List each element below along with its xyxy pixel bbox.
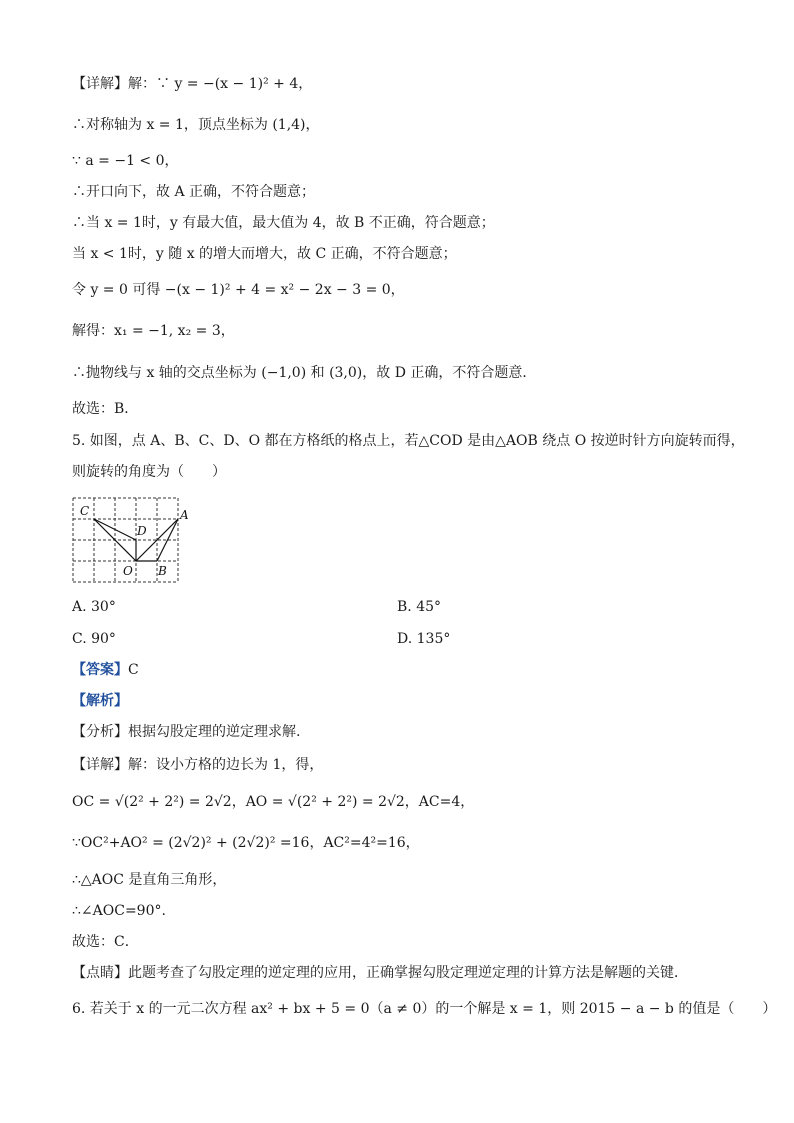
solution-line: ∴对称轴为 x = 1，顶点坐标为 (1,4)， <box>72 117 320 133</box>
solution-line: ∴抛物线与 x 轴的交点坐标为 (−1,0) 和 (3,0)，故 D 正确，不符合题意． <box>72 365 537 381</box>
answer-value: C <box>128 662 139 678</box>
solution-line: 令 y = 0 可得 −(x − 1)² + 4 = x² − 2x − 3 = 0， <box>72 282 405 298</box>
option-c: C. 90° <box>72 631 116 647</box>
option-d: D. 135° <box>397 631 451 647</box>
solution-line: ∴开口向下，故 A 正确，不符合题意； <box>72 184 316 200</box>
solution-line: 当 x < 1时，y 随 x 的增大而增大，故 C 正确，不符合题意； <box>72 246 457 262</box>
jiexi-tag: 【解析】 <box>72 693 128 709</box>
option-b: B. 45° <box>397 599 442 615</box>
detail-line: ∵OC²+AO² = (2√2)² + (2√2)² =16，AC²=4²=16， <box>72 835 420 851</box>
jiexi-line <box>72 691 128 711</box>
dianjing-text: 此题考查了勾股定理的逆定理的应用，正确掌握勾股定理逆定理的计算方法是解题的关键． <box>128 965 688 981</box>
label-C: C <box>80 504 90 518</box>
question-5-stem: 5. 如图，点 A、B、C、D、O 都在方格纸的格点上，若△COD 是由△AOB 绕点 O 按逆时针方向旋转而得， <box>72 433 745 449</box>
label-A: A <box>180 508 189 522</box>
detail-line: 故选：C． <box>72 934 139 950</box>
solution-line: 【详解】解：∵ y = −(x − 1)² + 4， <box>72 76 313 92</box>
solution-line: ∵ a = −1 < 0， <box>72 153 179 169</box>
label-O: O <box>123 564 133 578</box>
detail-line: ∴△AOC 是直角三角形， <box>72 872 227 888</box>
fenxi-tag: 【分析】 <box>72 724 128 740</box>
dianjing-tag: 【点睛】 <box>72 965 128 981</box>
answer-line <box>72 660 139 680</box>
detail-line: OC = √(2² + 2²) = 2√2，AO = √(2² + 2²) = 2√2，AC=4， <box>72 794 475 810</box>
grid-figure <box>70 495 189 585</box>
fenxi-line <box>72 722 300 742</box>
solution-line: 故选：B． <box>72 401 139 417</box>
option-a: A. 30° <box>72 599 116 615</box>
detail-line: ∴∠AOC=90°. <box>72 903 166 919</box>
question-6-stem: 6. 若关于 x 的一元二次方程 ax² + bx + 5 = 0（a ≠ 0）的一个解是 x = 1，则 2015 − a − b 的值是（ ） <box>72 1001 777 1017</box>
dianjing-line <box>72 963 688 983</box>
answer-tag: 【答案】 <box>72 662 128 678</box>
detail-line: 【详解】解：设小方格的边长为 1，得， <box>72 757 324 773</box>
question-5-stem-cont: 则旋转的角度为（ ） <box>72 464 226 480</box>
fenxi-text: 根据勾股定理的逆定理求解. <box>128 724 301 740</box>
solution-line: 解得：x₁ = −1, x₂ = 3， <box>72 323 235 339</box>
label-D: D <box>137 524 147 538</box>
solution-line: ∴当 x = 1时，y 有最大值，最大值为 4，故 B 不正确，符合题意； <box>72 215 495 231</box>
label-B: B <box>158 564 167 578</box>
